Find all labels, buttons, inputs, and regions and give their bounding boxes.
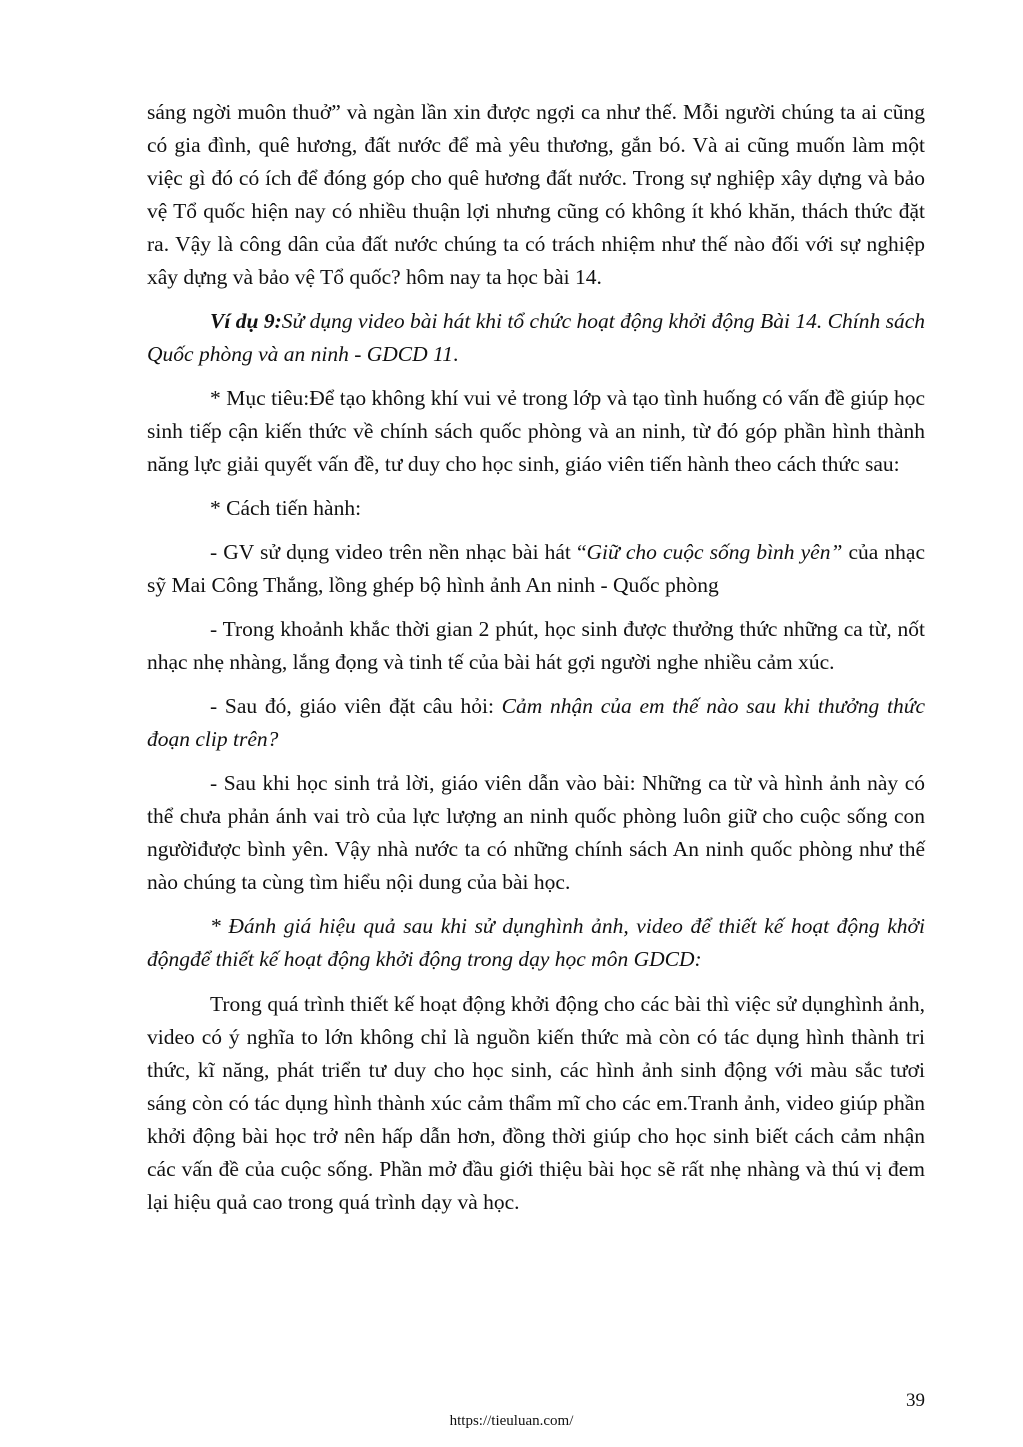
document-body	[147, 96, 925, 1219]
step-video-before: - GV sử dụng video trên nền nhạc bài hát “	[210, 540, 587, 564]
footer-url: https://tieuluan.com/	[449, 1413, 574, 1429]
paragraph-intro-continuation: sáng ngời muôn thuở” và ngàn lần xin được ngợi ca như thế. Mỗi người chúng ta ai cũng có gia đình, quê hương, đất nước để mà yêu thương, gắn bó. Và ai cũng muốn làm một việc gì đó có ích để đóng góp cho quê hương đất nước. Trong sự nghiệp xây dựng và bảo vệ Tổ quốc hiện nay có nhiều thuận lợi nhưng cũng có không ít khó khăn, thách thức đặt ra. Vậy là công dân của đất nước chúng ta có trách nhiệm như thế nào đối với sự nghiệp xây dựng và bảo vệ Tổ quốc? hôm nay ta học bài 14.	[147, 100, 925, 289]
teacher-question: Cảm nhận của em thế nào sau khi thưởng thức đoạn clip trên?	[147, 694, 925, 751]
paragraph-evaluation-heading: * Đánh giá hiệu quả sau khi sử dụnghình ảnh, video để thiết kế hoạt động khởi độngđể thiết kế hoạt động khởi động trong dạy học môn GDCD:	[147, 914, 925, 971]
step-question-before: - Sau đó, giáo viên đặt câu hỏi:	[210, 694, 502, 718]
paragraph-example-9	[147, 305, 925, 371]
page-number: 39	[906, 1390, 925, 1411]
paragraph-objective: * Mục tiêu:Để tạo không khí vui vẻ trong lớp và tạo tình huống có vấn đề giúp học sinh tiếp cận kiến thức về chính sách quốc phòng và an ninh, từ đó góp phần hình thành năng lực giải quyết vấn đề, tư duy cho học sinh, giáo viên tiến hành theo cách thức sau:	[147, 386, 925, 476]
paragraph-step-video	[147, 536, 925, 602]
paragraph-step-introduce: - Sau khi học sinh trả lời, giáo viên dẫn vào bài: Những ca từ và hình ảnh này có thể chưa phản ánh vai trò của lực lượng an ninh quốc phòng luôn giữ cho cuộc sống con ngườiđược bình yên. Vậy nhà nước ta có những chính sách An ninh quốc phòng như thế nào chúng ta cùng tìm hiểu nội dung của bài học.	[147, 771, 925, 894]
example-title: Sử dụng video bài hát khi tổ chức hoạt động khởi động Bài 14. Chính sách Quốc phòng và an ninh - GDCD 11	[147, 309, 926, 366]
paragraph-step-question	[147, 690, 925, 756]
paragraph-step-listen: - Trong khoảnh khắc thời gian 2 phút, học sinh được thưởng thức những ca từ, nốt nhạc nhẹ nhàng, lắng đọng và tinh tế của bài hát gợi người nghe nhiều cảm xúc.	[147, 617, 925, 674]
song-title: Giữ cho cuộc sống bình yên”	[586, 540, 843, 564]
paragraph-procedure-heading: * Cách tiến hành:	[210, 496, 362, 520]
example-title-end: .	[452, 342, 459, 366]
paragraph-evaluation-body: Trong quá trình thiết kế hoạt động khởi động cho các bài thì việc sử dụnghình ảnh, video có ý nghĩa to lớn không chỉ là nguồn kiến thức mà còn có tác dụng hình thành tri thức, kĩ năng, phát triển tư duy cho học sinh, các hình ảnh sinh động với màu sắc tươi sáng còn có tác dụng hình thành xúc cảm thẩm mĩ cho các em.Tranh ảnh, video giúp phần khởi động bài học trở nên hấp dẫn hơn, đồng thời giúp cho học sinh biết cách cảm nhận các vấn đề của cuộc sống. Phần mở đầu giới thiệu bài học sẽ rất nhẹ nhàng và thú vị đem lại hiệu quả cao trong quá trình dạy và học.	[147, 992, 925, 1214]
step-video-after: của nhạc sỹ Mai Công Thắng, lồng ghép bộ hình ảnh An ninh - Quốc phòng	[147, 540, 925, 597]
example-label: Ví dụ 9:	[210, 309, 282, 333]
